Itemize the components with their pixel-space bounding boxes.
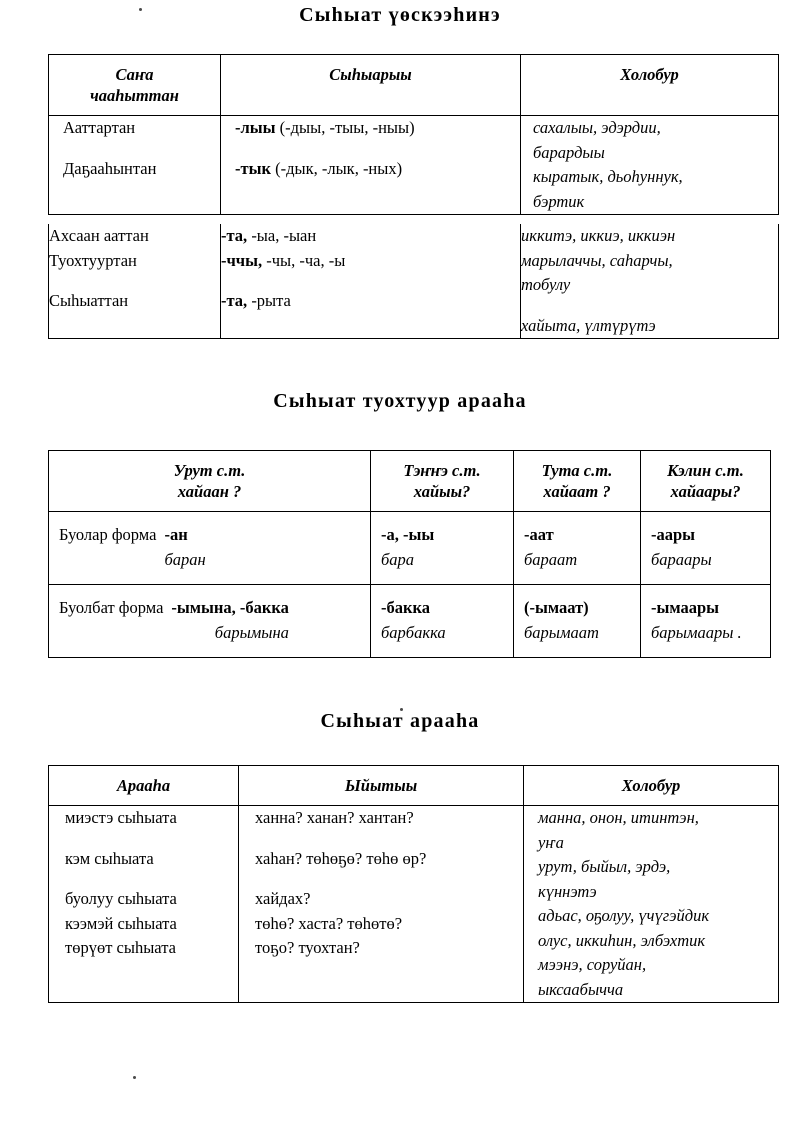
affix-line: -лыы (-дыы, -тыы, -ныы) bbox=[235, 118, 415, 137]
column-header-type: Арааһа bbox=[49, 766, 239, 806]
cell-immediate-affirmative: -аат бараат bbox=[514, 512, 641, 585]
cell-immediate-negative: (-ымаат) барымаат bbox=[514, 585, 641, 658]
affix-line: -та, -ыа, -ыан bbox=[221, 226, 317, 245]
column-header-question: Ыйытыы bbox=[239, 766, 524, 806]
cell-form-affirmative: Буолар форма -ан баран bbox=[49, 512, 371, 585]
cell-example-group1: сахалыы, эдэрдии, барардыы кыратык, дьоһуннук, бэртик bbox=[521, 116, 779, 215]
cell-posterior-negative: -ымаары барымаары . bbox=[641, 585, 771, 658]
section-title-3: Сыһыат арааһа bbox=[320, 710, 480, 732]
affix-line: -та, -рыта bbox=[221, 291, 291, 310]
column-header-anterior: Урут с.т. хайаан ? bbox=[49, 451, 371, 512]
print-speck bbox=[133, 1076, 136, 1079]
table-adverbial-participle bbox=[48, 450, 771, 658]
column-header-immediate: Тута с.т. хайаат ? bbox=[514, 451, 641, 512]
table-row bbox=[49, 224, 779, 339]
affix-block: -ан баран bbox=[164, 525, 206, 569]
cell-form-negative: Буолбат форма -ымына, -бакка барымына bbox=[49, 585, 371, 658]
affix-line: -тык (-дык, -лык, -ных) bbox=[235, 158, 403, 178]
table-header-row bbox=[49, 55, 779, 116]
table-adverb-types bbox=[48, 765, 779, 1003]
column-header-simultaneous: Тэҥҥэ с.т. хайыы? bbox=[371, 451, 514, 512]
cell-simultaneous-affirmative: -а, -ыы бара bbox=[371, 512, 514, 585]
column-header-example: Холобур bbox=[521, 55, 779, 116]
cell-examples: манна, онон, итинтэн, уҥа урут, быйыл, эрдэ, күннэтэ адьас, оҕолуу, үчүгэйдик олус, иккиһин, элбэхтик мээнэ, соруйан, ыксаабычча bbox=[524, 806, 779, 1003]
table-row-negative bbox=[49, 585, 771, 658]
cell-questions: ханна? ханан? хантан? хаһан? төһөҕө? төһө өр? хайдах? төһө? хаста? төһөтө? тоҕо? туохтан? bbox=[239, 806, 524, 1003]
cell-posterior-affirmative: -аары бараары bbox=[641, 512, 771, 585]
section-title-2: Сыһыат туохтуур арааһа bbox=[273, 390, 527, 412]
table-adverb-formation bbox=[48, 54, 779, 215]
cell-source-group2: Ахсаан ааттан Туохтууртан Сыһыаттан bbox=[49, 224, 221, 339]
affix-line: -ччы, -чы, -ча, -ы bbox=[221, 250, 346, 270]
table-row-affirmative bbox=[49, 512, 771, 585]
table-header-row bbox=[49, 766, 779, 806]
table-adverb-formation-continued bbox=[48, 224, 779, 339]
cell-types: миэстэ сыһыата кэм сыһыата буолуу сыһыата кээмэй сыһыата төрүөт сыһыата bbox=[49, 806, 239, 1003]
column-header-posterior: Кэлин с.т. хайаары? bbox=[641, 451, 771, 512]
cell-example-group2: иккитэ, иккиэ, иккиэн марылаччы, саһарчы, тобулу хайыта, үлтүрүтэ bbox=[521, 224, 779, 339]
column-header-example: Холобур bbox=[524, 766, 779, 806]
affix-block: -ымына, -бакка барымына bbox=[171, 598, 289, 642]
cell-affix-group1 bbox=[221, 116, 521, 215]
table-row bbox=[49, 116, 779, 215]
table-header-row bbox=[49, 451, 771, 512]
cell-affix-group2 bbox=[221, 224, 521, 339]
cell-simultaneous-negative: -бакка барбакка bbox=[371, 585, 514, 658]
section-title-1: Сыһыат үөскээһинэ bbox=[299, 4, 501, 26]
table-row bbox=[49, 806, 779, 1003]
column-header-source: Саҥа чааһыттан bbox=[49, 55, 221, 116]
cell-source-group1: Ааттартан Даҕааһынтан bbox=[49, 116, 221, 215]
column-header-affix: Сыһыарыы bbox=[221, 55, 521, 116]
